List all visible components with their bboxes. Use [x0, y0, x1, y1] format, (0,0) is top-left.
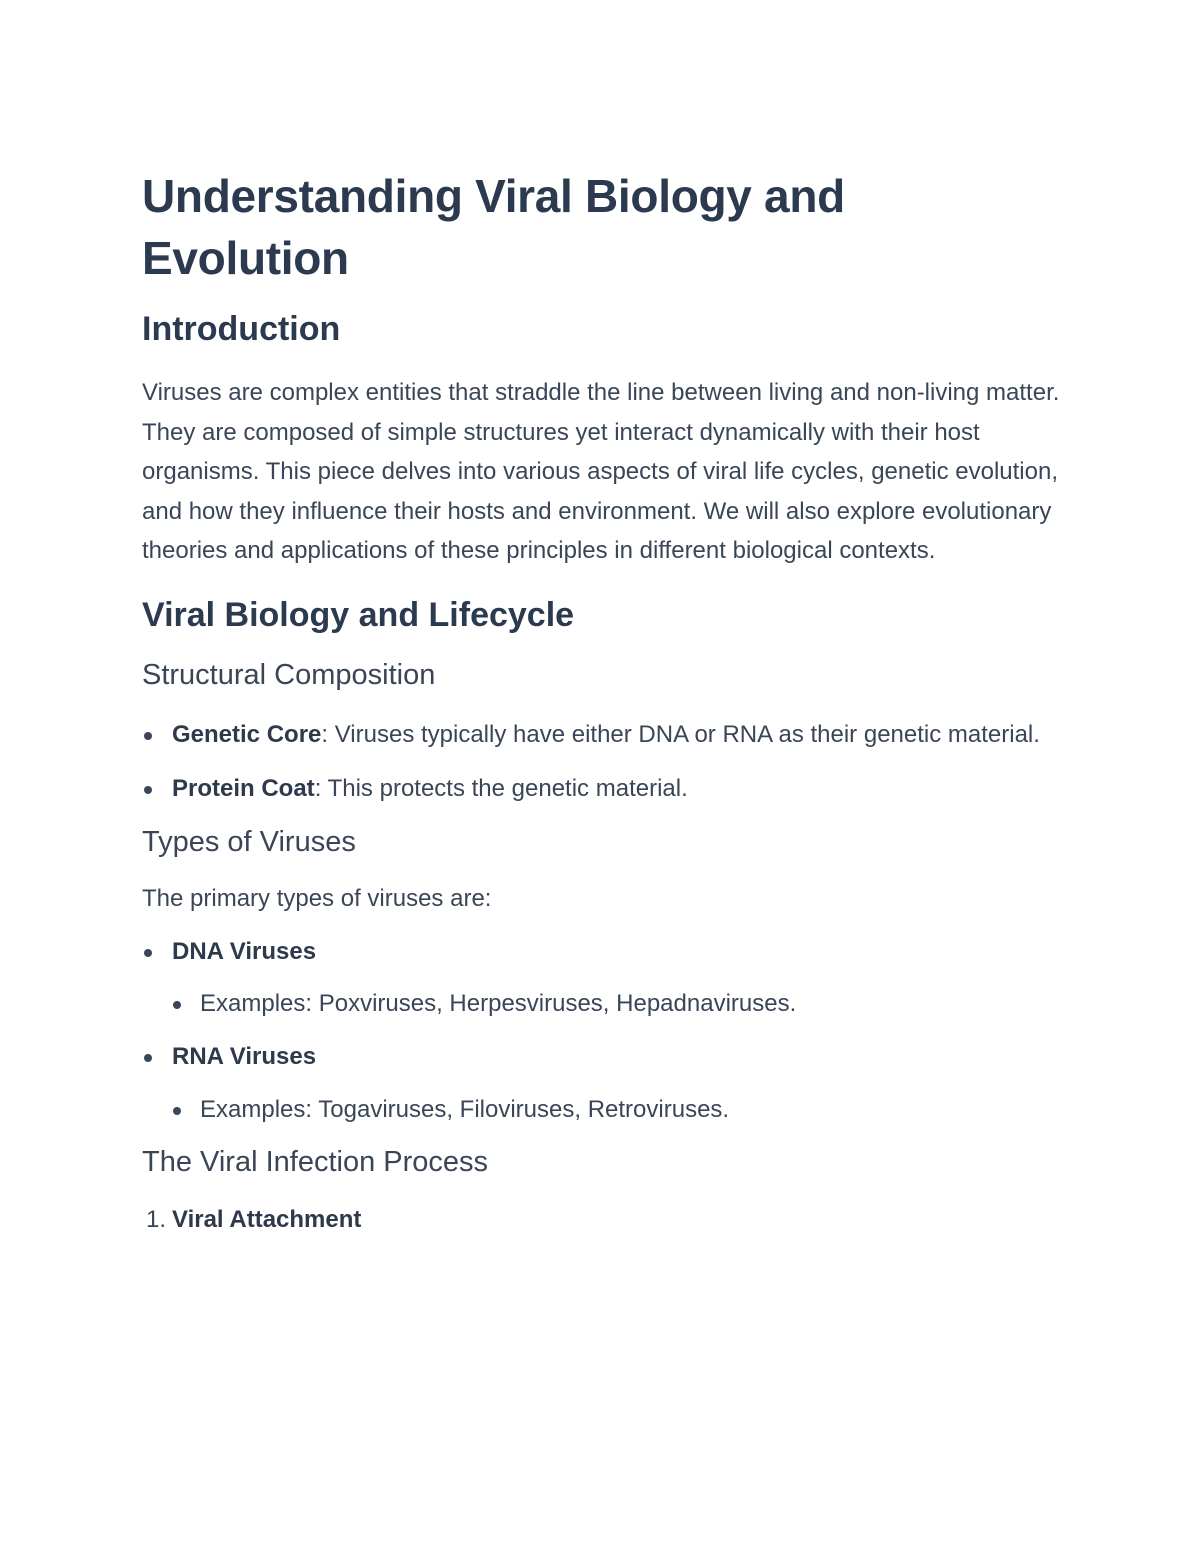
sub-list-item [142, 1090, 1062, 1130]
virus-type-label: DNA Viruses [172, 937, 317, 965]
sub-list-item [142, 984, 1062, 1024]
bullet-icon [144, 732, 152, 740]
list-item [142, 1200, 1062, 1240]
bullet-icon [173, 1001, 181, 1009]
document-content [142, 165, 1062, 1240]
bullet-icon [144, 1054, 152, 1062]
introduction-paragraph: Viruses are complex entities that straddle the line between living and non-living matter. They are composed of simple structures yet interact dynamically with their host organisms. This piece delves into various aspects of viral life cycles, genetic evolution, and how they influence their hosts and environment. We will also explore evolutionary theories and applications of these principles in different biological contexts. [142, 379, 1060, 565]
viral-biology-heading: Viral Biology and Lifecycle [142, 595, 575, 634]
list-item [142, 715, 1062, 755]
introduction-heading: Introduction [142, 310, 341, 348]
bullet-icon [173, 1107, 181, 1115]
bullet-icon [144, 786, 152, 794]
step-label: Viral Attachment [172, 1206, 362, 1234]
virus-type-label: RNA Viruses [172, 1042, 317, 1070]
document-title: Understanding Viral Biology and Evolution [142, 170, 845, 284]
list-item [142, 769, 1062, 809]
infection-steps-list [142, 1200, 1062, 1240]
structural-composition-list [142, 715, 1062, 808]
list-item-term: Protein Coat [172, 774, 315, 802]
list-item [142, 1037, 1062, 1077]
list-item [142, 932, 1062, 972]
step-number: 1. [146, 1206, 167, 1234]
list-item-text: : Viruses typically have either DNA or RNA as their genetic material. [321, 720, 1040, 748]
virus-type-examples: Examples: Poxviruses, Herpesviruses, Hepadnaviruses. [200, 990, 797, 1018]
list-item-term: Genetic Core [172, 720, 322, 748]
virus-type-examples: Examples: Togaviruses, Filoviruses, Retroviruses. [200, 1095, 730, 1123]
types-of-viruses-heading: Types of Viruses [142, 826, 356, 859]
structural-composition-heading: Structural Composition [142, 658, 436, 691]
types-intro-text: The primary types of viruses are: [142, 885, 492, 913]
virus-types-list [142, 932, 1062, 1129]
list-item-text: : This protects the genetic material. [314, 774, 688, 802]
infection-process-heading: The Viral Infection Process [142, 1146, 489, 1179]
bullet-icon [144, 949, 152, 957]
